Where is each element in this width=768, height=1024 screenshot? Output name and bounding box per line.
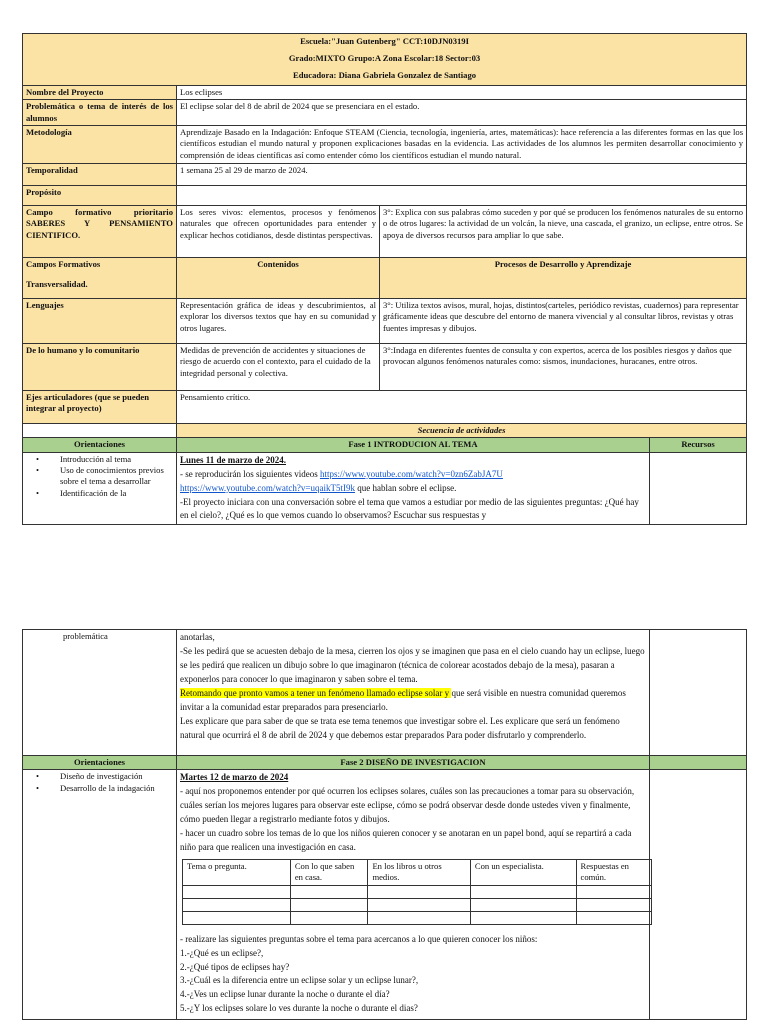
- field-label: Campo formativo prioritario SABERES Y PENSAMIENTO CIENTIFICO.: [23, 206, 177, 258]
- phase2-orientations: [23, 770, 177, 1020]
- question-item: 3.-¿Cuál es la diferencia entre un eclipse solar y un eclipse lunar?,: [180, 975, 419, 986]
- purpose-label: Propósito: [23, 186, 177, 206]
- problem-label: Problemática o tema de interés de los alumnos: [23, 100, 177, 126]
- grade-line: Grado:MIXTO Grupo:A Zona Escolar:18 Sector:03: [288, 53, 481, 63]
- humano-label: De lo humano y lo comunitario: [23, 344, 177, 391]
- lenguajes-label: Lenguajes: [23, 299, 177, 344]
- project-name-label: Nombre del Proyecto: [23, 86, 177, 100]
- phase2-activities: [177, 770, 650, 1020]
- project-name-value: Los eclipses: [177, 86, 747, 100]
- phase1-text: - se reproducirán los siguientes videos: [180, 468, 320, 479]
- phase2-text-2: - hacer un cuadro sobre los temas de lo que los niños quieren conocer y se anotaran en un papel bond, aquí se repartirá a cada niño para que realicen una investigación en casa.: [180, 828, 632, 853]
- question-item: 2.-¿Qué tipos de eclipses hay?: [180, 961, 290, 972]
- sequence-header: Secuencia de actividades: [177, 424, 747, 438]
- orientaciones-header-1: Orientaciones: [23, 438, 177, 452]
- research-col-header: Con un especialista.: [470, 859, 576, 885]
- research-col-header: Respuestas en común.: [576, 859, 651, 885]
- video-link-1[interactable]: https://www.youtube.com/watch?v=0zn6ZabJA7U: [319, 468, 503, 479]
- methodology-value: Aprendizaje Basado en la Indagación: Enfoque STEAM (Ciencia, tecnología, ingeniería, artes, matemáticas): hace referencia a las diferentes formas en las que los científicos estudian el mundo natural y proponen explicaciones basadas en la evidencia. Las actividades de los alumnos les permiten desarrollar conocimiento y comprensión de ideas científicas así como entender cómo los científicos estudian el mundo natural.: [177, 126, 747, 164]
- research-col-header: En los libros u otros medios.: [368, 859, 470, 885]
- phase2-text-1: - aquí nos proponemos entender por qué ocurren los eclipses solares, cuáles son las precauciones a tomar para su observación, cuáles serían los mejores lugares para observar este eclipse, cómo se podrá observar desde donde ustedes viven y finalmente, cómo pueden llegar a registrarlo mediante fotos y dibujos.: [180, 786, 635, 825]
- orientaciones-header-2: Orientaciones: [23, 756, 177, 770]
- p2-text-3: [180, 687, 646, 715]
- phase1-activities: [177, 452, 650, 525]
- p2-text-1: anotarlas,: [180, 632, 215, 642]
- p2-text-4: Les explicare que para saber de que se trata ese tema tenemos que investigar sobre el. Les explicare que será un fenómeno natural que ocurrirá el 8 de abril de 2024 y que debemos estar preparados Para poder disfrutarlo y comprenderlo.: [180, 715, 620, 740]
- orientation-item: • Introducción al tema: [44, 454, 173, 465]
- research-row: [183, 885, 652, 898]
- document-page-2: [22, 629, 746, 1020]
- highlighted-text: Retomando que pronto vamos a tener un fenómeno llamado eclipse solar y: [180, 687, 452, 698]
- phase1-date: Lunes 11 de marzo de 2024.: [180, 454, 287, 465]
- ejes-label: Ejes articuladores (que se pueden integrar al proyecto): [23, 391, 177, 424]
- phase1-continued: [177, 630, 650, 756]
- phase1-orientations: [23, 452, 177, 525]
- campos-label-1: Campos Formativos: [26, 259, 101, 270]
- methodology-label: Metodología: [23, 126, 177, 164]
- ejes-value: Pensamiento crítico.: [177, 391, 747, 424]
- processes-header: Procesos de Desarrollo y Aprendizaje: [380, 258, 747, 299]
- p2-text-3-rest: que será visible en nuestra comunidad queremos invitar a la comunidad estar preparados para presenciarlo.: [180, 687, 626, 712]
- question-item: 1.-¿Qué es un eclipse?,: [180, 947, 264, 958]
- phase1-resources: [650, 452, 747, 525]
- campos-label: [23, 258, 177, 299]
- teacher-line: Educadora: Diana Gabriela Gonzalez de Santiago: [292, 70, 477, 80]
- p2-text-2: -Se les pedirá que se acuesten debajo de la mesa, cierren los ojos y se imaginen que pasa en el cielo cuando hay un eclipse, luego se les pedirá que realicen un dibujo sobre lo que imaginaron (técnica de colorear acostados debajo de la mesa), pasaran a exponerlos para conocer lo que imaginaron y saben sobre el tema.: [180, 645, 645, 684]
- campos-label-2: Transversalidad.: [26, 279, 88, 290]
- orientation-item: • Desarrollo de la indagación: [44, 783, 173, 794]
- orientation-item: • Diseño de investigación: [44, 771, 173, 782]
- school-line: Escuela:"Juan Gutenberg" CCT:10DJN0319I: [300, 36, 469, 46]
- phase2-resources-header: [650, 756, 747, 770]
- lenguajes-content: Representación gráfica de ideas y descubrimientos, al explorar los diversos textos que hay en su comunidad y otros lugares.: [177, 299, 380, 344]
- research-row: [183, 911, 652, 924]
- contents-header: Contenidos: [177, 258, 380, 299]
- continued-resources: [650, 630, 747, 756]
- question-item: 4.-¿Ves un eclipse lunar durante la noche o durante el día?: [180, 989, 390, 1000]
- continued-orientation: problemática: [23, 630, 177, 756]
- phase2-resources: [650, 770, 747, 1020]
- field-content: Los seres vivos: elementos, procesos y fenómenos naturales que ofrecen oportunidades para entender y explicar hechos cotidianos, desde distintas perspectivas.: [177, 206, 380, 258]
- humano-content: Medidas de prevención de accidentes y situaciones de riesgo de acuerdo con el contexto, para el cuidado de la integridad personal y colectiva.: [177, 344, 380, 391]
- phase1-text-2: que hablan sobre el eclipse.: [354, 482, 457, 493]
- phase1-videos: [180, 468, 646, 496]
- orientation-item: • Identificación de la: [44, 488, 173, 499]
- phase1-title: Fase 1 INTRODUCION AL TEMA: [177, 438, 650, 452]
- problem-value: El eclipse solar del 8 de abril de 2024 que se presenciara en el estado.: [177, 100, 747, 126]
- video-link-2[interactable]: https://www.youtube.com/watch?v=uqaikT5tI9k: [180, 482, 355, 493]
- humano-process: 3°:Indaga en diferentes fuentes de consulta y con expertos, acerca de los posibles riesgos y daños que provocan algunos fenómenos naturales como: sismos, inundaciones, huracanes, entre otros.: [380, 344, 747, 391]
- temporality-value: 1 semana 25 al 29 de marzo de 2024.: [177, 164, 747, 186]
- purpose-value: [177, 186, 747, 206]
- phase2-date: Martes 12 de marzo de 2024: [180, 772, 289, 783]
- lenguajes-process: 3°: Utiliza textos avisos, mural, hojas, distintos(carteles, periódico revistas, cuadernos) para representar gráficamente ideas que descubre del entorno de manera vivencial y al consultar libros, revistas y otras fuentes impresas y dibujos.: [380, 299, 747, 344]
- research-col-header: Con lo que saben en casa.: [290, 859, 368, 885]
- activities-table: [22, 629, 747, 1020]
- research-row: [183, 898, 652, 911]
- project-table: [22, 33, 747, 525]
- question-item: 5.-¿Y los eclipses solare lo ves durante la noche o durante el dias?: [180, 1003, 418, 1014]
- school-header: [23, 34, 747, 86]
- temporality-label: Temporalidad: [23, 164, 177, 186]
- research-table: [182, 859, 652, 925]
- research-col-header: Tema o pregunta.: [183, 859, 291, 885]
- recursos-header: Recursos: [650, 438, 747, 452]
- phase1-conversation: -El proyecto iniciara con una conversación sobre el tema que vamos a estudiar por medio de las siguientes preguntas: ¿Qué hay en el cielo?, ¿Qué es lo que vemos cuando lo observamos? Escuchar sus respuestas y: [180, 496, 639, 521]
- document-page-1: [22, 33, 746, 525]
- orientation-item: • Uso de conocimientos previos sobre el tema a desarrollar: [44, 465, 173, 488]
- phase2-text-3: - realizare las siguientes preguntas sobre el tema para acercanos a lo que quieren conocer los niños:: [180, 933, 538, 944]
- field-process: 3°: Explica con sus palabras cómo suceden y por qué se producen los fenómenos naturales de su entorno o de otros lugares: la actividad de un volcán, la nieve, una cascada, el granizo, un eclipse, entre otros. Se apoya de diversos recursos para ampliar lo que sabe.: [380, 206, 747, 258]
- phase2-title: Fase 2 DISEÑO DE INVESTIGACION: [177, 756, 650, 770]
